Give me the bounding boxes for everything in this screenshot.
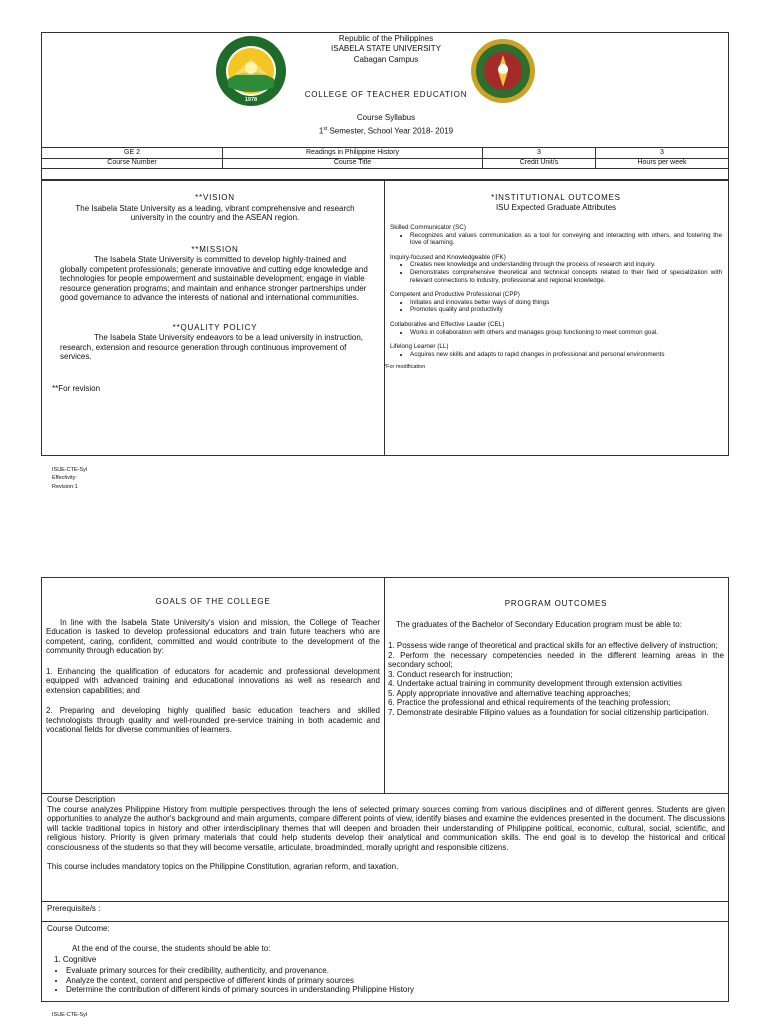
program-outcome-item: 4. Undertake actual training in community development through extension activities: [388, 679, 682, 688]
institutional-outcomes-subtitle: ISU Expected Graduate Attributes: [495, 202, 617, 212]
course-outcome-intro: At the end of the course, the students should be able to:: [72, 944, 271, 953]
footer-revision: Revision:1: [52, 483, 78, 490]
credit-units-label: Credit Unit/s: [483, 159, 596, 168]
course-outcome-item: • Evaluate primary sources for their credibility, authenticity, and provenance.: [66, 966, 722, 976]
semester-sup: st: [323, 126, 328, 132]
course-outcome-cognitive: 1. Cognitive: [54, 955, 97, 964]
course-description-label: Course Description: [47, 795, 116, 804]
outcome-group-name: Inquiry-focused and Knowledgeable (IFK): [390, 253, 506, 261]
course-table: [41, 148, 729, 180]
course-outcome-list: [42, 966, 722, 995]
institutional-outcomes-column: [384, 193, 722, 371]
for-revision-note: **For revision: [52, 383, 101, 393]
outcome-item: • Demonstrates comprehensive theoretical and technical concepts related to their field of specialization with relevant connections to industry, professional and regional knowledge.: [410, 269, 722, 284]
syllabus-title: Course Syllabus: [356, 113, 416, 122]
course-description-text: The course analyzes Philippine History from multiple perspectives through the lens of selected primary sources coming from various disciplines and of different genres. Students are given opportunities to analyze the author's background and main arguments, compare different points of view, identify biases and examine the evidences presented in the document. The discussions will tackle traditional topics in history and other interdisciplinary themes that will deepen and broaden their understanding of Philippine political, economic, cultural, social, scientific, and religious history. Priority is given primary materials that could help students develop their analytical and communication skills. The end goal is to develop the historical and critical consciousness of the students so that they will become versatile, articulate, broadminded, morally upright and responsible citizens.: [47, 804, 725, 852]
goals-item-2: 2. Preparing and developing highly qualified basic education teachers and skilled technologists through quality and well-rounded pre-service training in both academic and vocational fields for diverse communities of learners.: [46, 706, 380, 734]
course-title-value: Readings in Philippine History: [223, 148, 483, 158]
outcome-group-name: Collaborative and Effective Leader (CEL): [390, 320, 505, 328]
program-outcome-item: 6. Practice the professional and ethical requirements of the teaching profession;: [388, 698, 671, 707]
course-outcome-label: Course Outcome:: [47, 924, 110, 933]
program-outcome-item: 3. Conduct research for instruction;: [388, 669, 513, 679]
quality-policy-text: The Isabela State University endeavors to be a lead university in instruction, research, extension and resource generation through continuous improvement of services.: [60, 333, 364, 361]
goals-program-box: [41, 577, 729, 794]
course-outcome-box: [41, 922, 729, 1002]
outcome-item: • Recognizes and values communication as a tool for conveying and interacting with others, and fostering the love of learning.: [410, 232, 722, 247]
outcome-item: • Acquires new skills and adapts to rapid changes in professional and personal environments: [410, 351, 722, 359]
goals-intro: In line with the Isabela State University's vision and mission, the College of Teacher Education is tasked to develop professional educators and train future teachers who are competent, caring, confident, committed and would contribute to the development of the community through education by:: [46, 617, 380, 655]
outcome-item: • Initiates and innovates better ways of doing things: [410, 299, 722, 307]
course-number-label: Course Number: [42, 159, 223, 168]
outcome-group-name: Competent and Productive Professional (CPP): [390, 291, 520, 299]
course-number-value: GE 2: [42, 148, 223, 158]
footer-page2: [52, 1012, 87, 1018]
course-mandatory-topics: This course includes mandatory topics on the Philippine Constitution, agrarian reform, and taxation.: [47, 862, 399, 871]
vmq-column: [52, 193, 370, 393]
program-outcome-item: 7. Demonstrate desirable Filipino values as a foundation for social citizenship participation.: [388, 707, 709, 717]
logo-left-year: 1978: [244, 97, 258, 103]
course-labels-row: [42, 158, 728, 168]
goals-item-1: 1. Enhancing the qualification of educators for academic and professional development equipped with advanced training and educational innovations as well as research and extension capabilities; and: [46, 666, 380, 695]
course-empty-row: [42, 168, 728, 179]
prerequisite-label: Prerequisite/s :: [47, 904, 101, 913]
quality-policy-title: **QUALITY POLICY: [172, 322, 258, 332]
outcome-group-ll: [390, 343, 722, 358]
vision-text: The Isabela State University as a leading, vibrant comprehensive and research university in the country and the ASEAN region.: [75, 203, 355, 222]
vmq-outcomes-box: [41, 180, 729, 456]
outcome-group-sc: [390, 224, 722, 247]
course-description-section: [47, 795, 725, 872]
campus-name: Cabagan Campus: [353, 55, 419, 64]
mission-title: **MISSION: [191, 244, 239, 254]
program-outcomes-title: PROGRAM OUTCOMES: [504, 599, 608, 608]
vmq-divider: [384, 181, 385, 455]
vision-title: **VISION: [195, 193, 235, 202]
university-name: ISABELA STATE UNIVERSITY: [331, 44, 441, 53]
program-outcomes-intro: The graduates of the Bachelor of Secondary Education program must be able to:: [396, 619, 682, 629]
republic-line: Republic of the Philippines: [338, 34, 434, 43]
course-description-box: [41, 794, 729, 902]
mission-text: The Isabela State University is committed to develop highly-trained and globally competent professionals; generate innovative and cutting edge knowledge and technologies for people empowerment and sustainable development; engage in viable resource generation programs; and maintain and enhance stronger partnerships under good governance to advance the interests of national and international communities.: [60, 255, 368, 302]
semester-number: 1: [318, 126, 324, 136]
program-outcome-item: 5. Apply appropriate innovative and alternative teaching approaches;: [388, 688, 631, 698]
for-modification-note: *For modification: [384, 364, 426, 371]
footer-effectivity: Effectivity:: [52, 475, 77, 482]
course-outcome-item: • Determine the contribution of different kinds of primary sources in understanding Philippine History: [66, 985, 722, 995]
footer-code: ISUE-CTE-Syl: [52, 467, 88, 473]
footer-page1: [52, 467, 87, 490]
semester-line: [42, 125, 730, 136]
footer-code: ISUE-CTE-Syl: [52, 1012, 88, 1018]
program-outcome-item: 2. Perform the necessary competencies needed in the different learning areas in the secondary school;: [388, 650, 724, 669]
outcome-item: • Promotes quality and productivity: [410, 306, 722, 314]
outcome-item: • Creates new knowledge and understanding through the process of research and inquiry.: [410, 261, 722, 269]
outcome-group-name: Lifelong Learner (LL): [390, 343, 449, 351]
outcome-group-name: Skilled Communicator (SC): [390, 224, 466, 231]
course-values-row: [42, 148, 728, 158]
credit-units-value: 3: [483, 148, 596, 158]
course-outcome-item: • Analyze the context, content and perspective of different kinds of primary sources: [66, 976, 722, 986]
goals-divider: [384, 578, 385, 793]
program-outcome-item: 1. Possess wide range of theoretical and practical skills for an effective delivery of instruction;: [388, 641, 718, 650]
hours-per-week-label: Hours per week: [637, 159, 687, 166]
institutional-outcomes-title: *INSTITUTIONAL OUTCOMES: [491, 193, 621, 202]
semester-rest: Semester, School Year 2018- 2019: [327, 126, 454, 136]
course-title-label: Course Title: [223, 159, 483, 168]
college-name: COLLEGE OF TEACHER EDUCATION: [304, 90, 468, 99]
outcome-group-cel: [390, 321, 722, 336]
goals-column: [46, 597, 380, 735]
prerequisite-box: [41, 902, 729, 922]
outcome-group-cpp: [390, 291, 722, 314]
hours-per-week-value: 3: [660, 149, 664, 156]
outcome-group-ifk: [390, 254, 722, 284]
program-outcomes-column: [388, 599, 724, 717]
outcome-item: • Works in collaboration with others and manages group functioning to meet common goal.: [410, 329, 722, 337]
goals-title: GOALS OF THE COLLEGE: [155, 597, 271, 606]
page1-header-box: [41, 32, 729, 148]
